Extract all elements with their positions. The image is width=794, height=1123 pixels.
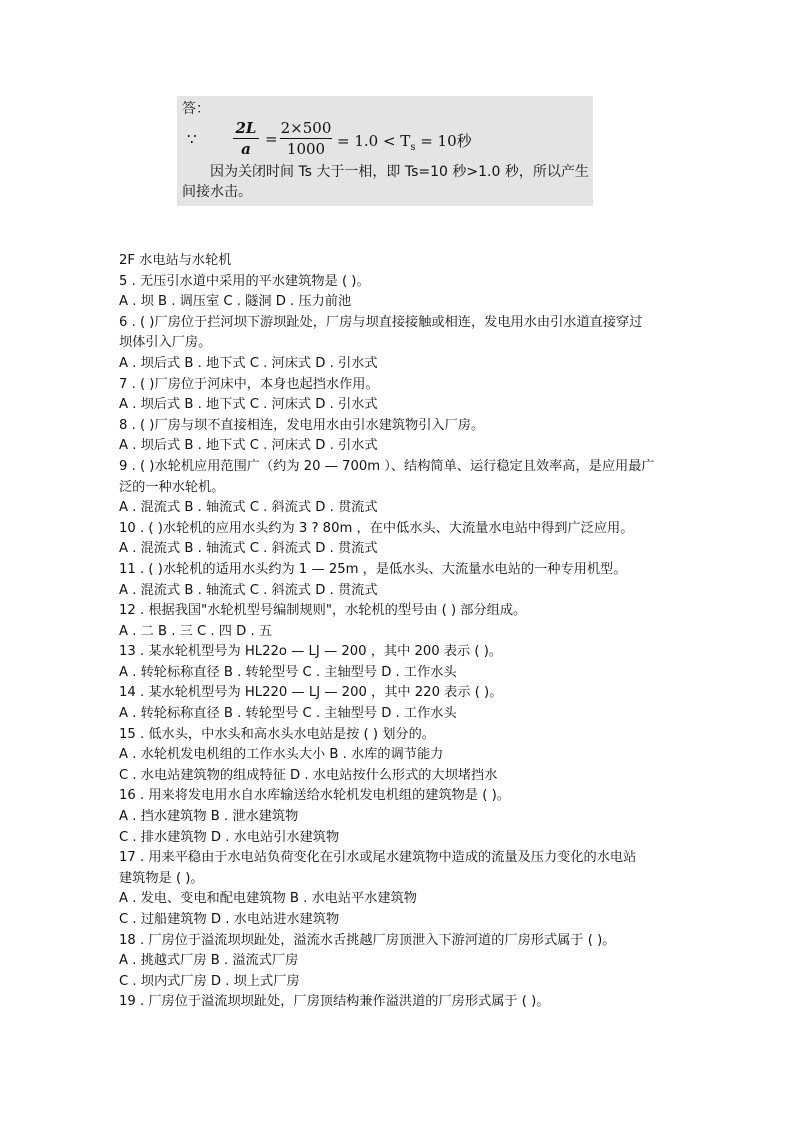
text-line: A . 坝 B . 调压室 C . 隧洞 D . 压力前池 xyxy=(119,294,352,310)
text-line: 15 . 低水头，中水头和高水头水电站是按 ( ) 划分的。 xyxy=(119,726,435,742)
text-line: A . 混流式 B . 轴流式 C . 斜流式 D . 贯流式 xyxy=(119,541,378,557)
text-line: 12 . 根据我国"水轮机型号编制规则"，水轮机的型号由 ( ) 部分组成。 xyxy=(119,603,527,619)
text-line: 13 . 某水轮机型号为 HL22o — LJ — 200 ，其中 200 表示 ( )。 xyxy=(119,644,503,660)
text-line: A . 发电、变电和配电建筑物 B . 水电站平水建筑物 xyxy=(119,891,417,907)
text-line: C . 水电站建筑物的组成特征 D . 水电站按什么形式的大坝堵挡水 xyxy=(119,767,498,783)
answer-label: 答： xyxy=(182,101,210,117)
text-line: A . 坝后式 B . 地下式 C . 河床式 D . 引水式 xyxy=(119,397,378,413)
text-line: A . 混流式 B . 轴流式 C . 斜流式 D . 贯流式 xyxy=(119,500,378,516)
text-line: 10 . ( )水轮机的应用水头约为 3 ? 80m ，在中低水头、大流量水电站中得到广泛应用。 xyxy=(119,520,634,536)
text-line: 18 . 厂房位于溢流坝坝趾处，溢流水舌挑越厂房顶泄入下游河道的厂房形式属于 ( )。 xyxy=(119,932,616,948)
text-line: 5 . 无压引水道中采用的平水建筑物是 ( )。 xyxy=(119,273,370,289)
text-line: A . 二 B . 三 C . 四 D . 五 xyxy=(119,623,273,639)
text-line: A . 挑越式厂房 B . 溢流式厂房 xyxy=(119,953,299,969)
fraction-denominator: a xyxy=(241,140,251,158)
text-line: 6 . ( )厂房位于拦河坝下游坝趾处，厂房与坝直接接触或相连，发电用水由引水道直接穿过 xyxy=(119,314,643,330)
question-list xyxy=(119,251,679,1013)
answer-explanation xyxy=(182,162,590,202)
fraction-2l-over-a xyxy=(233,119,259,158)
text-line: 7 . ( )厂房位于河床中，本身也起挡水作用。 xyxy=(119,376,379,392)
answer-box xyxy=(177,96,593,206)
text-line: 17 . 用来平稳由于水电站负荷变化在引水或尾水建筑物中造成的流量及压力变化的水电站 xyxy=(119,850,637,866)
text-line: 坝体引入厂房。 xyxy=(119,335,212,351)
equals-sign: = xyxy=(265,130,278,148)
text-line: A . 混流式 B . 轴流式 C . 斜流式 D . 贯流式 xyxy=(119,582,378,598)
text-line: A . 水轮机发电机组的工作水头大小 B . 水库的调节能力 xyxy=(119,747,444,763)
text-line: C . 过船建筑物 D . 水电站进水建筑物 xyxy=(119,912,340,927)
because-symbol: ∵ xyxy=(187,130,197,148)
text-line: A . 转轮标称直径 B . 转轮型号 C . 主轴型号 D . 工作水头 xyxy=(119,706,457,722)
text-line: 建筑物是 ( )。 xyxy=(119,870,204,886)
text-line: 16 . 用来将发电用水自水库输送给水轮机发电机组的建筑物是 ( )。 xyxy=(119,788,510,804)
text-line: 8 . ( )厂房与坝不直接相连，发电用水由引水建筑物引入厂房。 xyxy=(119,417,485,433)
text-line: A . 转轮标称直径 B . 转轮型号 C . 主轴型号 D . 工作水头 xyxy=(119,664,457,680)
text-line: A . 坝后式 B . 地下式 C . 河床式 D . 引水式 xyxy=(119,438,378,454)
text-line: 9 . ( )水轮机应用范围广（约为 20 — 700m ）、结构简单、运行稳定且效率高，是应用最广 xyxy=(119,458,655,474)
formula xyxy=(185,119,585,159)
fraction-2x500-over-1000 xyxy=(280,119,332,158)
fraction-numerator: 2×500 xyxy=(280,119,332,137)
text-line: A . 挡水建筑物 B . 泄水建筑物 xyxy=(119,809,299,825)
text-line: 泛的一种水轮机。 xyxy=(119,479,225,495)
fraction-numerator: 2L xyxy=(235,119,257,137)
text-line: C . 坝内式厂房 D . 坝上式厂房 xyxy=(119,973,300,989)
text-line: A . 坝后式 B . 地下式 C . 河床式 D . 引水式 xyxy=(119,355,378,371)
answer-line: 因为关闭时间 Ts 大于一相，即 Ts=10 秒>1.0 秒，所以产生 xyxy=(210,164,589,180)
answer-line: 间接水击。 xyxy=(182,184,252,200)
text-line: C . 排水建筑物 D . 水电站引水建筑物 xyxy=(119,829,340,845)
text-line: 19 . 厂房位于溢流坝坝趾处，厂房顶结构兼作溢洪道的厂房形式属于 ( )。 xyxy=(119,994,550,1010)
fraction-denominator: 1000 xyxy=(286,140,326,158)
section-heading: 2F 水电站与水轮机 xyxy=(119,253,232,268)
formula-comparison: = $1.0 < T_s = 10$秒 xyxy=(337,132,472,153)
text-line: 14 . 某水轮机型号为 HL220 — LJ — 200 ，其中 220 表示 ( )。 xyxy=(119,685,503,701)
text-line: 11 . ( )水轮机的适用水头约为 1 — 25m ，是低水头、大流量水电站的一种专用机型。 xyxy=(119,561,627,577)
